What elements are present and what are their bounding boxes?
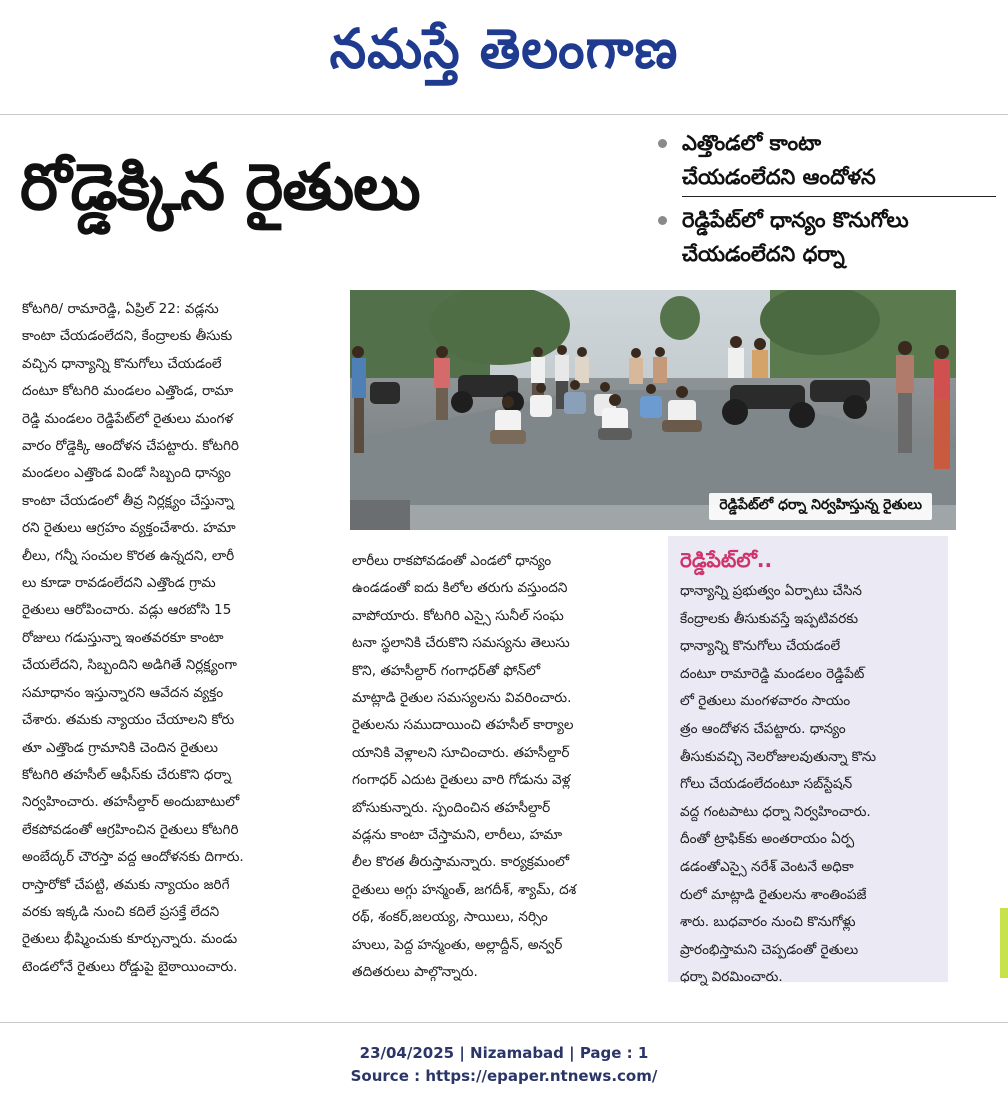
- article-line: ఉండడంతో ఐదు కిలోల తరుగు వస్తుందని: [352, 580, 568, 597]
- article-line: కోటగిరి/ రామారెడ్డి, ఏప్రిల్ 22: వడ్లను: [22, 301, 219, 317]
- article-line: హులు, పెద్ద హన్మంతు, అల్లాద్దీన్, అన్వర్: [352, 936, 563, 953]
- footer-edition-line: 23/04/2025 | Nizamabad | Page : 1: [359, 1044, 649, 1062]
- article-line: టనా స్థలానికి చేరుకొని సమస్యను తెలుసు: [352, 635, 570, 652]
- subhead-1: [656, 126, 996, 197]
- masthead-divider: [0, 114, 1008, 115]
- subhead-2-line1: రెడ్డిపేట్‌లో ధాన్యం కొనుగోలు: [682, 208, 909, 232]
- article-line: కొని, తహసీల్దార్ గంగాధర్‌తో ఫోన్‌లో: [352, 662, 541, 679]
- article-line: రెడ్డి మండలం రెడ్డిపేట్‌లో రైతులు మంగళ: [22, 410, 234, 427]
- article-line: లీల కొరత తీరుస్తామన్నారు. కార్యక్రమంలో: [352, 854, 570, 871]
- article-line: దంటూ కోటగిరి మండలం ఎత్తొండ, రామా: [22, 383, 234, 400]
- sidebar-box: [668, 536, 948, 986]
- masthead: [0, 0, 1008, 112]
- article-line: తదితరులు పాల్గొన్నారు.: [352, 964, 478, 981]
- subheads: [656, 126, 996, 277]
- article-line: వాపోయారు. కోటగిరి ఎస్సై సునీల్ సంఘ: [352, 607, 564, 624]
- sidebar-line: లో రైతులు మంగళవారం సాయం: [680, 693, 851, 710]
- footer-source-link[interactable]: Source : https://epaper.ntnews.com/: [350, 1067, 658, 1085]
- sidebar-line: శారు. బుధవారం నుంచి కొనుగోళ్లు: [680, 914, 856, 931]
- article-line: కాంటా చేయడంలో తీవ్ర నిర్లక్ష్యం చేస్తున్నా: [22, 492, 234, 509]
- article-line: రైతులను సముదాయించి తహసీల్ కార్యాల: [352, 717, 574, 734]
- sidebar-line: దంటూ రామారెడ్డి మండలం రెడ్డిపేట్: [680, 665, 865, 682]
- article-line: మాట్లాడి రైతుల సమస్యలను వివరించారు.: [352, 690, 572, 707]
- bullet-icon: [658, 216, 667, 225]
- bullet-icon: [658, 139, 667, 148]
- sidebar-line: ధర్నా విరమించారు.: [680, 969, 783, 986]
- article-line: రని రైతులు ఆగ్రహం వ్యక్తంచేశారు. హమా: [22, 520, 236, 537]
- subhead-1-line1: ఎత్తొండలో కాంటా: [682, 131, 822, 155]
- article-line: సమాధానం ఇస్తున్నారని ఆవేదన వ్యక్తం: [22, 684, 224, 701]
- article-line: చేశారు. తమకు న్యాయం చేయాలని కోరు: [22, 712, 235, 729]
- article-line: లీలు, గన్నీ సంచుల కొరత ఉన్నదని, లారీ: [22, 547, 235, 564]
- article-line: కాంటా చేయడంలేదని, కేంద్రాలకు తీసుకు: [22, 328, 233, 345]
- footer-divider: [0, 1022, 1008, 1023]
- article-line: వరకు ఇక్కడి నుంచి కదిలే ప్రసక్తే లేదని: [22, 903, 220, 920]
- article-line: కోటగిరి తహసీల్ ఆఫీస్‌కు చేరుకొని ధర్నా: [22, 766, 232, 783]
- article-line: గంగాధర్ ఎదుట రైతులు వారి గోడును వెళ్ల: [352, 772, 571, 789]
- sidebar-title: రెడ్డిపేట్‌లో..: [680, 548, 773, 572]
- article-line: రైతులు ఆరోపించారు. వడ్లు ఆరబోసి 15: [22, 602, 232, 619]
- article-line: లేకపోవడంతో ఆగ్రహించిన రైతులు కోటగిరి: [22, 821, 239, 838]
- article-line: యానికి వెళ్లాలని సూచించారు. తహసీల్దార్: [352, 744, 570, 761]
- article-line: నిర్వహించారు. తహసీల్దార్ అందుబాటులో: [22, 794, 240, 811]
- news-photo: [350, 290, 956, 530]
- headline: రోడ్డెక్కిన రైతులు: [20, 150, 420, 225]
- article-line: వారం రోడ్డెక్కి ఆందోళన చేపట్టారు. కోటగిరి: [22, 438, 239, 455]
- sidebar-line: రులో మాట్లాడి రైతులను శాంతింపజే: [680, 886, 867, 903]
- subhead-1-line2: చేయడంలేదని ఆందోళన: [682, 160, 996, 197]
- sidebar-line: ప్రారంభిస్తామని చెప్పడంతో రైతులు: [680, 941, 859, 958]
- page-edge-marker: [1000, 908, 1008, 978]
- article-line: రైతులు భీష్మించుకు కూర్చున్నారు. మండు: [22, 931, 238, 948]
- article-line: రైతులు అగ్గు హన్మంత్, జగదీశ్, శ్యామ్, దశ: [352, 881, 577, 898]
- sidebar-line: వద్ద గంటపాటు ధర్నా నిర్వహించారు.: [680, 803, 871, 820]
- article-line: రథ్, శంకర్,జలయ్య, సాయిలు, నర్సిం: [352, 909, 548, 926]
- sidebar-line: కేంద్రాలకు తీసుకువస్తే ఇప్పటివరకు: [680, 610, 859, 627]
- masthead-title: నమస్తే తెలంగాణ: [329, 17, 679, 81]
- article-line: రాస్తారోకో చేపట్టి, తమకు న్యాయం జరిగే: [22, 876, 230, 893]
- article-line: వచ్చిన ధాన్యాన్ని కొనుగోలు చేయడంలే: [22, 355, 222, 372]
- article-line: రోజులు గడుస్తున్నా ఇంతవరకూ కాంటా: [22, 629, 224, 646]
- sidebar-line: ధాన్యాన్ని ప్రభుత్వం ఏర్పాటు చేసిన: [680, 583, 862, 599]
- article-line: మండలం ఎత్తొండ విండో సిబ్బంది ధాన్యం: [22, 465, 231, 482]
- sidebar-body: [680, 578, 938, 992]
- subhead-2: [656, 203, 996, 271]
- article-column-2: [352, 548, 652, 987]
- sidebar-line: ధాన్యాన్ని కొనుగోలు చేయడంలే: [680, 638, 841, 655]
- subhead-2-line2: చేయడంలేదని ధర్నా: [682, 242, 845, 266]
- article-line: లు కూడా రావడంలేదని ఎత్తొండ గ్రామ: [22, 575, 216, 592]
- article-line: తూ ఎత్తొండ గ్రామానికి చెందిన రైతులు: [22, 739, 218, 756]
- article-line: లారీలు రాకపోవడంతో ఎండలో ధాన్యం: [352, 553, 552, 569]
- article-line: టెండలోనే రైతులు రోడ్డుపై బైఠాయించారు.: [22, 958, 238, 975]
- sidebar-line: దీంతో ట్రాఫిక్‌కు అంతరాయం ఏర్ప: [680, 831, 855, 848]
- photo-caption: రెడ్డిపేట్‌లో ధర్నా నిర్వహిస్తున్న రైతులు: [709, 493, 932, 520]
- article-column-1: [22, 296, 340, 981]
- sidebar-line: తీసుకువచ్చి నెలరోజులవుతున్నా కొను: [680, 748, 877, 765]
- sidebar-line: గోలు చేయడంలేదంటూ సబ్‌స్టేషన్: [680, 776, 853, 793]
- article-line: బోసుకున్నారు. స్పందించిన తహసీల్దార్: [352, 799, 551, 816]
- article-line: చేయలేదని, సిబ్బందిని అడిగితే నిర్లక్ష్యంగా: [22, 657, 237, 674]
- article-line: అంబేద్కర్ చౌరస్తా వద్ద ఆందోళనకు దిగారు.: [22, 849, 244, 866]
- sidebar-line: డడంతోఎస్సై నరేశ్ వెంటనే అధికా: [680, 858, 854, 875]
- footer: [0, 1042, 1008, 1088]
- sidebar-line: త్రం ఆందోళన చేపట్టారు. ధాన్యం: [680, 720, 846, 737]
- article-line: వడ్లను కాంటా చేస్తామని, లారీలు, హమా: [352, 827, 563, 844]
